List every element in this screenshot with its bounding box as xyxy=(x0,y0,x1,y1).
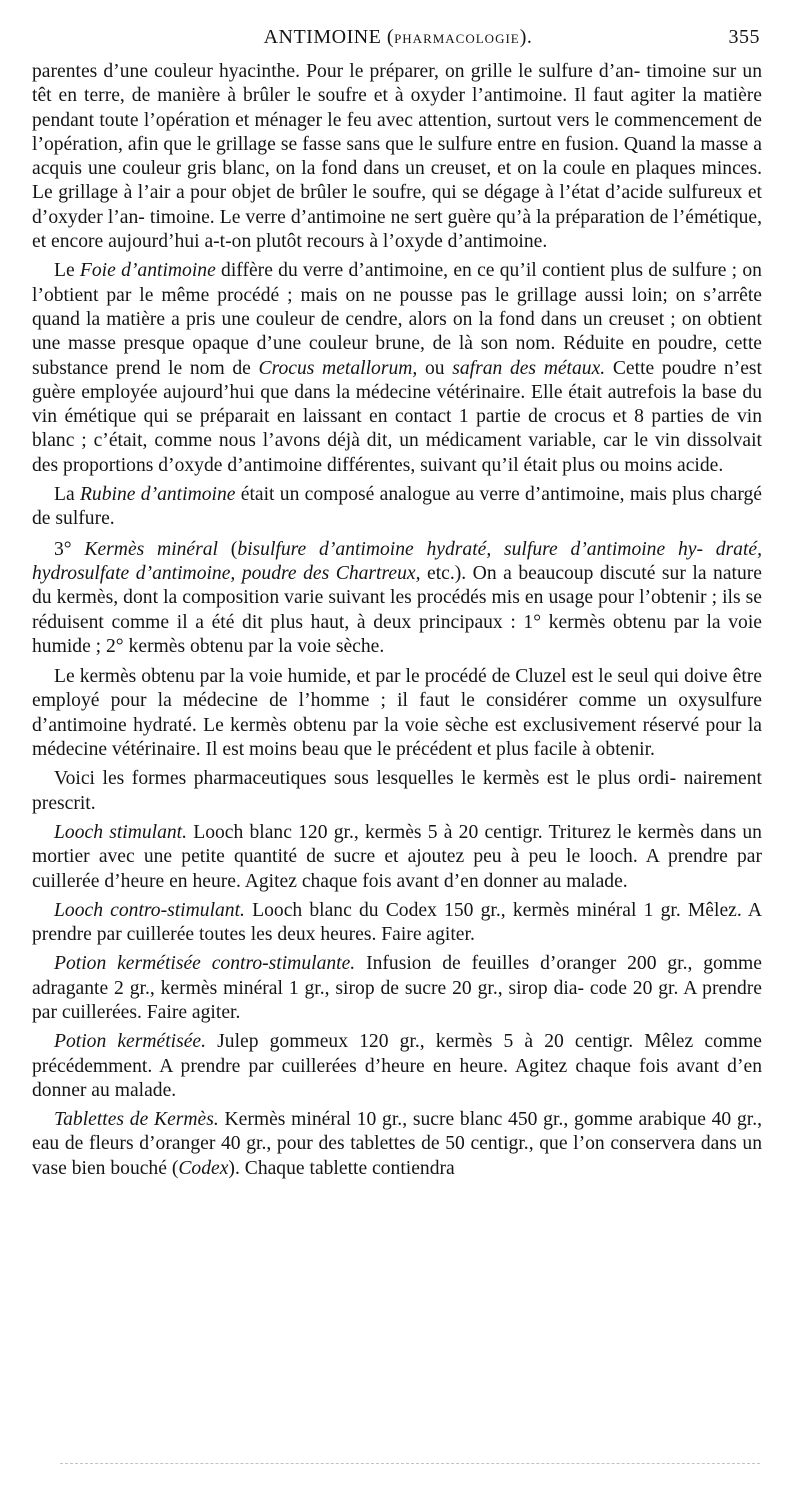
recipe-title: Potion kermétisée. xyxy=(54,1031,207,1053)
text-run: Le xyxy=(54,260,80,282)
text-run: ou xyxy=(417,357,453,379)
term-safran-des-metaux: safran des métaux. xyxy=(452,357,606,379)
term-synonymes-kermes: bisulfure d’antimoine hydraté, sulfure d’antimoine hy- draté, hydrosulfate d’antimoine, poudre des Chartreux, xyxy=(32,538,762,584)
running-header xyxy=(32,26,764,56)
text-run: etc.). On a beaucoup discuté sur la nature du kermès, dont la composition varie suivant les procédés mis en usage pour l’obtenir ; ils se réduisent comme il a été dit plus haut, à deux principaux : 1° kermès obtenu par la voie humide ; 2° kermès obtenu par la voie sèche. xyxy=(32,562,762,657)
paragraph-potion-kermetisee xyxy=(32,1030,762,1103)
paragraph-kermes-voie-humide: Le kermès obtenu par la voie humide, et par le procédé de Cluzel est le seul qui doive être employé pour la médecine de l’homme ; il faut le considérer comme un oxysulfure d’antimoine hydraté. Le kermès obtenu par la voie sèche est exclusivement réservé pour la médecine vétérinaire. Il est moins beau que le précédent et plus facile à obtenir. xyxy=(32,666,762,761)
text-run: Infusion de feuilles d’oranger 200 gr., gomme adragante 2 gr., kermès minéral 1 gr., sirop de sucre 20 gr., sirop dia- code 20 gr. A prendre par cuillerées. Faire agiter. xyxy=(32,953,762,1023)
text-run: Looch blanc 120 gr., kermès 5 à 20 centigr. Triturez le kermès dans un mortier avec une petite quantité de sucre et ajoutez peu à peu le looch. A prendre par cuillerée d’heure en heure. Agitez chaque fois avant d’en donner au malade. xyxy=(32,821,762,892)
paragraph-looch-contro-stimulant xyxy=(32,899,762,948)
text-run: Looch blanc du Codex 150 gr., kermès minéral 1 gr. Mêlez. A prendre par cuillerée toutes les deux heures. Faire agiter. xyxy=(32,899,762,946)
term-kermes-mineral: Kermès minéral xyxy=(84,538,218,560)
recipe-title: Looch stimulant. xyxy=(54,821,188,843)
paragraph-foie-antimoine xyxy=(32,259,762,478)
text-run: 3° xyxy=(54,538,85,560)
body-text xyxy=(32,60,762,1181)
text-run: diffère du verre d’antimoine, en ce qu’il contient plus de sulfure ; on l’obtient par le même procédé ; mais on ne pousse pas le grillage aussi loin; on s’arrête quand la matière a pris une couleur de cendre, alors on la fond dans un creuset ; on obtient une masse presque opaque d’une couleur brune, de là son nom. Réduite en poudre, cette substance prend le nom de xyxy=(32,260,762,379)
running-title xyxy=(32,26,764,49)
paragraph-kermes-mineral xyxy=(32,538,762,659)
bottom-rule xyxy=(60,1463,760,1468)
text-run: ). Chaque tablette contiendra xyxy=(228,1157,455,1179)
term-crocus-metallorum: Crocus metallorum, xyxy=(258,357,418,379)
recipe-title: Looch contro-stimulant. xyxy=(54,899,245,921)
text-run: Cette poudre n’est guère employée aujourd’hui que dans la médecine vétérinaire. Elle était autrefois la base du vin émétique qui se préparait en laissant en contact 1 partie de crocus et 8 parties de vin blanc ; c’était, comme nous l’avons déjà dit, un médicament variable, car le vin dissolvait des proportions d’oxyde d’antimoine différentes, suivant qu’il était plus ou moins acide. xyxy=(32,357,763,476)
text-run: La xyxy=(54,484,80,506)
term-foie-antimoine: Foie d’antimoine xyxy=(79,260,216,282)
text-run: ( xyxy=(218,538,238,560)
recipe-title: Potion kermétisée contro-stimulante. xyxy=(54,953,356,975)
text-run: Julep gommeux 120 gr., kermès 5 à 20 centigr. Mêlez comme précédemment. A prendre par cuillerées d’heure en heure. Agitez chaque fois avant d’en donner au malade. xyxy=(32,1031,762,1101)
title-sub: PHARMACOLOGIE xyxy=(394,31,520,46)
paragraph-looch-stimulant xyxy=(32,821,762,894)
paragraph-potion-contro-stimulante xyxy=(32,952,762,1025)
recipe-title: Tablettes de Kermès. xyxy=(54,1109,219,1131)
paragraph-verre-antimoine: parentes d’une couleur hyacinthe. Pour le préparer, on grille le sulfure d’an- timoine sur un têt en terre, de manière à brûler le soufre et à oxyder l’antimoine. Il faut agiter la matière pendant toute l’opération et ménager le feu avec attention, surtout vers le commencement de l’opération, afin que le grillage se fasse sans que le sulfure entre en fusion. Quand la masse a acquis une couleur gris blanc, on la fond dans un creuset, et on la coule en plaques minces. Le grillage à l’air a pour objet de brûler le soufre, qui se dégage à l’état d’acide sulfureux et d’oxyder l’an- timoine. Le verre d’antimoine ne sert guère qu’à la préparation de l’émétique, et encore aujourd’hui a-t-on plutôt recours à l’oxyde d’antimoine. xyxy=(32,61,762,253)
text-run: était un composé analogue au verre d’antimoine, mais plus chargé de sulfure. xyxy=(32,484,762,530)
page-number: 355 xyxy=(728,26,760,48)
paragraph-tablettes-kermes xyxy=(32,1108,762,1181)
text-run: Kermès minéral 10 gr., sucre blanc 450 gr., gomme arabique 40 gr., eau de fleurs d’oranger 40 gr., pour des tablettes de 50 centigr., que l’on conservera dans un vase bien bouché ( xyxy=(32,1109,762,1179)
term-codex: Codex xyxy=(178,1157,229,1179)
paragraph-formes-pharmaceutiques: Voici les formes pharmaceutiques sous lesquelles le kermès est le plus ordi- nairement prescrit. xyxy=(32,768,762,814)
paragraph-rubine-antimoine xyxy=(32,483,762,532)
title-main: ANTIMOINE ( xyxy=(263,26,395,48)
title-end: ). xyxy=(519,26,533,48)
term-rubine-antimoine: Rubine d’antimoine xyxy=(79,484,236,506)
